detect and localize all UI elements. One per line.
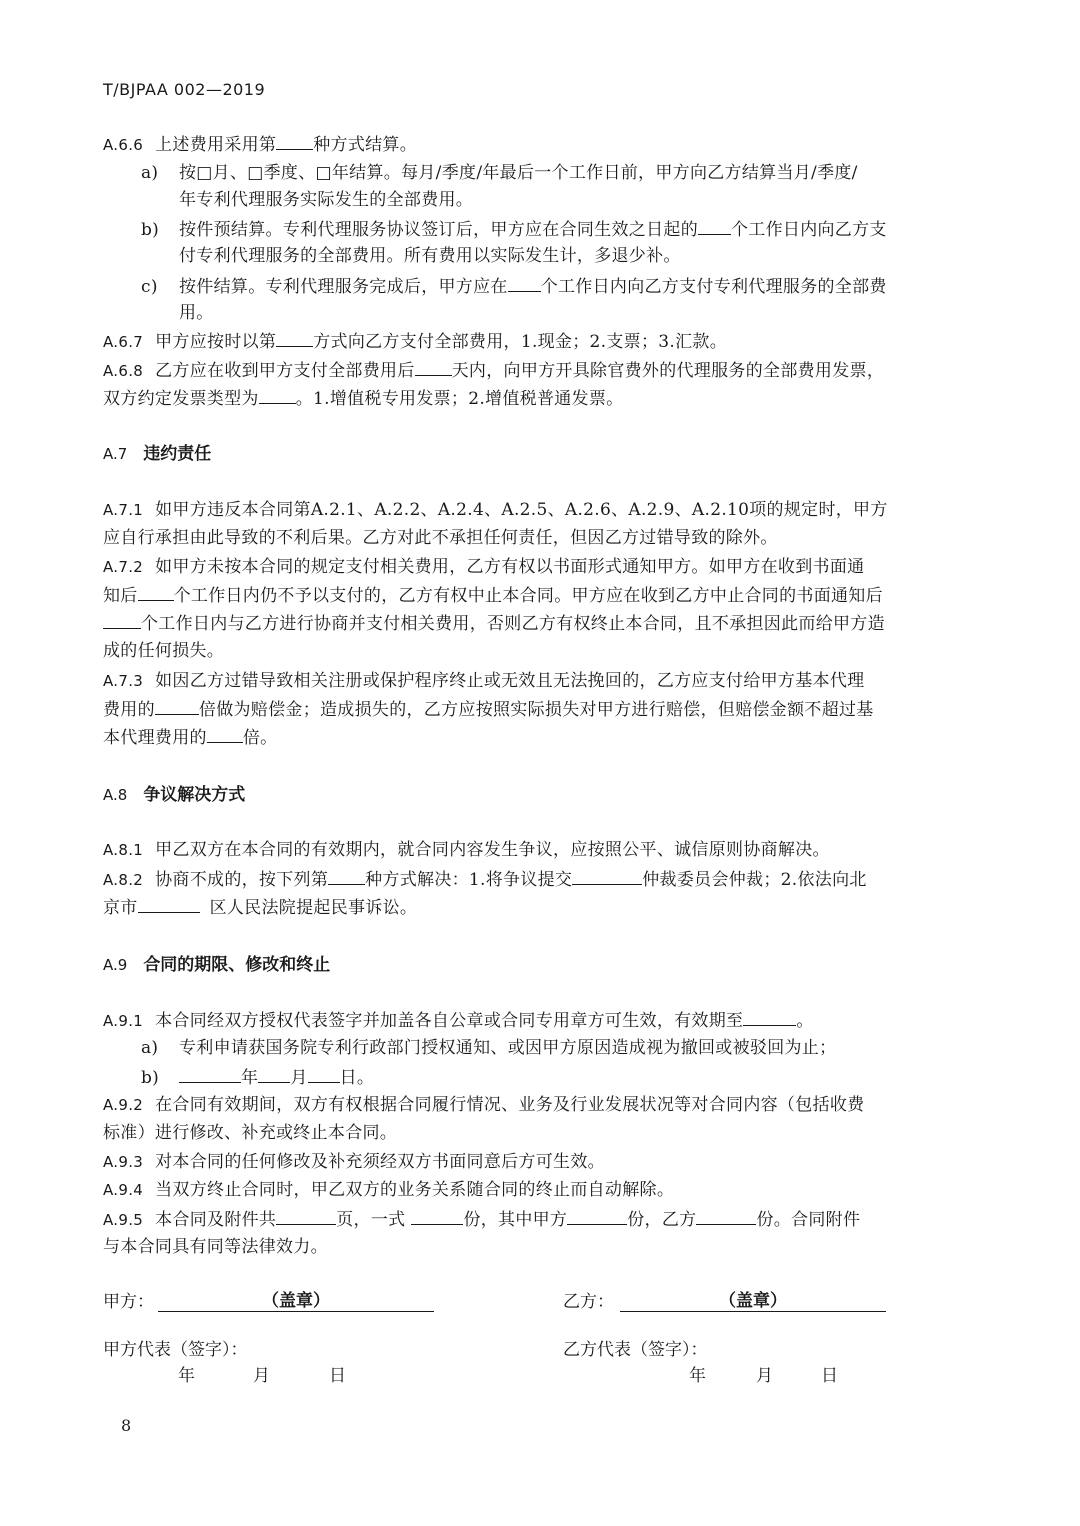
party-b-seal-line[interactable]: （盖章） [620,1291,886,1312]
clause-number: A.9.3 [103,1153,144,1171]
clause-a93: A.9.3 对本合同的任何修改及补充须经双方书面同意后方可生效。 [103,1152,605,1172]
blank-field[interactable] [138,897,200,913]
blank-field[interactable] [308,1067,340,1083]
clause-a68: A.6.8 乙方应在收到甲方支付全部费用后 天内，向甲方开具除官费外的代理服务的全部费用发票， [103,361,885,381]
clause-number: A.7.2 [103,558,144,576]
blank-field[interactable] [696,1209,756,1225]
blank-field[interactable] [179,1067,241,1083]
clause-continuation: 成的任何损失。 [103,641,225,661]
clause-number: A.9.4 [103,1181,144,1199]
blank-field[interactable] [207,727,243,743]
section-heading-a7: A.7 违约责任 [103,444,212,464]
clause-number: A.9.2 [103,1096,144,1114]
clause-a73: A.7.3 如因乙方过错导致相关注册或保护程序终止或无效且无法挽回的，乙方应支付给甲方基本代理 [103,671,865,691]
clause-a95: A.9.5 本合同及附件共 页，一式 份，其中甲方 份，乙方 份。合同附件 [103,1210,861,1230]
blank-field[interactable] [698,219,731,235]
section-heading-a9: A.9 合同的期限、修改和终止 [103,955,331,975]
clause-a94: A.9.4 当双方终止合同时，甲乙双方的业务关系随合同的终止而自动解除。 [103,1180,675,1200]
doc-code-header: T/BJPAA 002—2019 [103,80,266,99]
clause-continuation: 标准）进行修改、补充或终止本合同。 [103,1123,398,1143]
party-a-seal-line[interactable]: （盖章） [158,1291,434,1312]
date-month-b: 月 [756,1366,773,1386]
clause-a91: A.9.1 本合同经双方授权代表签字并加盖各自公章或合同专用章方可生效，有效期至 。 [103,1011,814,1031]
list-item-continuation: 用。 [179,303,214,323]
list-item-c: c) 按件结算。专利代理服务完成后，甲方应在 个工作日内向乙方支付专利代理服务的全部费 [141,277,887,297]
rep-a-signature-label: 甲方代表（签字）： [103,1340,248,1360]
blank-field[interactable] [276,1209,336,1225]
date-month-a: 月 [253,1366,270,1386]
clause-continuation: 双方约定发票类型为 。1.增值税专用发票；2.增值税普通发票。 [103,389,624,409]
clause-continuation: 应自行承担由此导致的不利后果。乙方对此不承担任何责任，但因乙方过错导致的除外。 [103,528,778,548]
section-heading-a8: A.8 争议解决方式 [103,785,246,805]
clause-number: A.7.3 [103,672,144,690]
clause-number: A.8.2 [103,871,144,889]
list-item-a: a) 按□月、□季度、□年结算。每月/季度/年最后一个工作日前，甲方向乙方结算当月/季度/ [141,163,858,183]
list-item-b: b) 按件预结算。专利代理服务协议签订后，甲方应在合同生效之日起的 个工作日内向乙方支 [141,220,887,240]
clause-continuation: 费用的 倍做为赔偿金；造成损失的，乙方应按照实际损失对甲方进行赔偿，但赔偿金额不超过基 [103,700,874,720]
date-day-a: 日 [329,1366,346,1386]
clause-number: A.6.8 [103,362,144,380]
clause-number: A.6.6 [103,136,144,154]
clause-a67: A.6.7 甲方应按时以第 方式向乙方支付全部费用，1.现金；2.支票；3.汇款。 [103,332,727,352]
clause-number: A.9.5 [103,1211,144,1229]
list-item-continuation: 年专利代理服务实际发生的全部费用。 [179,190,474,210]
blank-field[interactable] [411,1209,463,1225]
list-item-a: a) 专利申请获国务院专利行政部门授权通知、或因甲方原因造成视为撤回或被驳回为止； [141,1038,837,1058]
date-day-b: 日 [821,1366,838,1386]
party-b-label: 乙方： [563,1292,614,1312]
blank-field[interactable] [258,1067,290,1083]
clause-number: A.7.1 [103,501,144,519]
page-number: 8 [121,1416,132,1435]
blank-field[interactable] [259,388,296,404]
date-year-a: 年 [178,1366,195,1386]
clause-continuation: 知后 个工作日内仍不予以支付的，乙方有权中止本合同。甲方应在收到乙方中止合同的书面通知后 [103,586,883,606]
blank-field[interactable] [743,1010,796,1026]
clause-number: A.9.1 [103,1012,144,1030]
blank-field[interactable] [567,1209,627,1225]
clause-number: A.6.7 [103,333,144,351]
list-item-continuation: 付专利代理服务的全部费用。所有费用以实际发生计，多退少补。 [179,246,681,266]
clause-continuation: 个工作日内与乙方进行协商并支付相关费用，否则乙方有权终止本合同，且不承担因此而给甲方造 [103,613,885,634]
rep-b-signature-label: 乙方代表（签字）： [563,1340,708,1360]
blank-field[interactable] [572,869,642,885]
clause-a71: A.7.1 如甲方违反本合同第A.2.1、A.2.2、A.2.4、A.2.5、A.2.6、A.2.9、A.2.10项的规定时，甲方 [103,500,888,520]
clause-a92: A.9.2 在合同有效期间，双方有权根据合同履行情况、业务及行业发展状况等对合同内容（包括收费 [103,1095,865,1115]
clause-a81: A.8.1 甲乙双方在本合同的有效期内，就合同内容发生争议，应按照公平、诚信原则协商解决。 [103,840,830,860]
blank-field[interactable] [328,869,365,885]
blank-field[interactable] [415,360,452,376]
clause-a66: A.6.6 上述费用采用第 种方式结算。 [103,135,418,155]
clause-continuation: 京市 区人民法院提起民事诉讼。 [103,898,418,918]
blank-field[interactable] [103,613,141,629]
blank-field[interactable] [508,276,541,292]
blank-field[interactable] [276,331,313,347]
clause-a72: A.7.2 如甲方未按本合同的规定支付相关费用，乙方有权以书面形式通知甲方。如甲方在收到书面通 [103,557,865,577]
blank-field[interactable] [276,134,313,150]
clause-number: A.8.1 [103,841,144,859]
blank-field[interactable] [138,585,174,601]
list-item-b: b) 年 月 日。 [141,1068,375,1088]
clause-a82: A.8.2 协商不成的，按下列第 种方式解决：1.将争议提交 仲裁委员会仲裁；2.依法向北 [103,870,867,890]
blank-field[interactable] [155,699,199,715]
clause-continuation: 本代理费用的 倍。 [103,728,278,748]
party-a-label: 甲方： [103,1292,154,1312]
date-year-b: 年 [689,1366,706,1386]
clause-continuation: 与本合同具有同等法律效力。 [103,1237,328,1257]
